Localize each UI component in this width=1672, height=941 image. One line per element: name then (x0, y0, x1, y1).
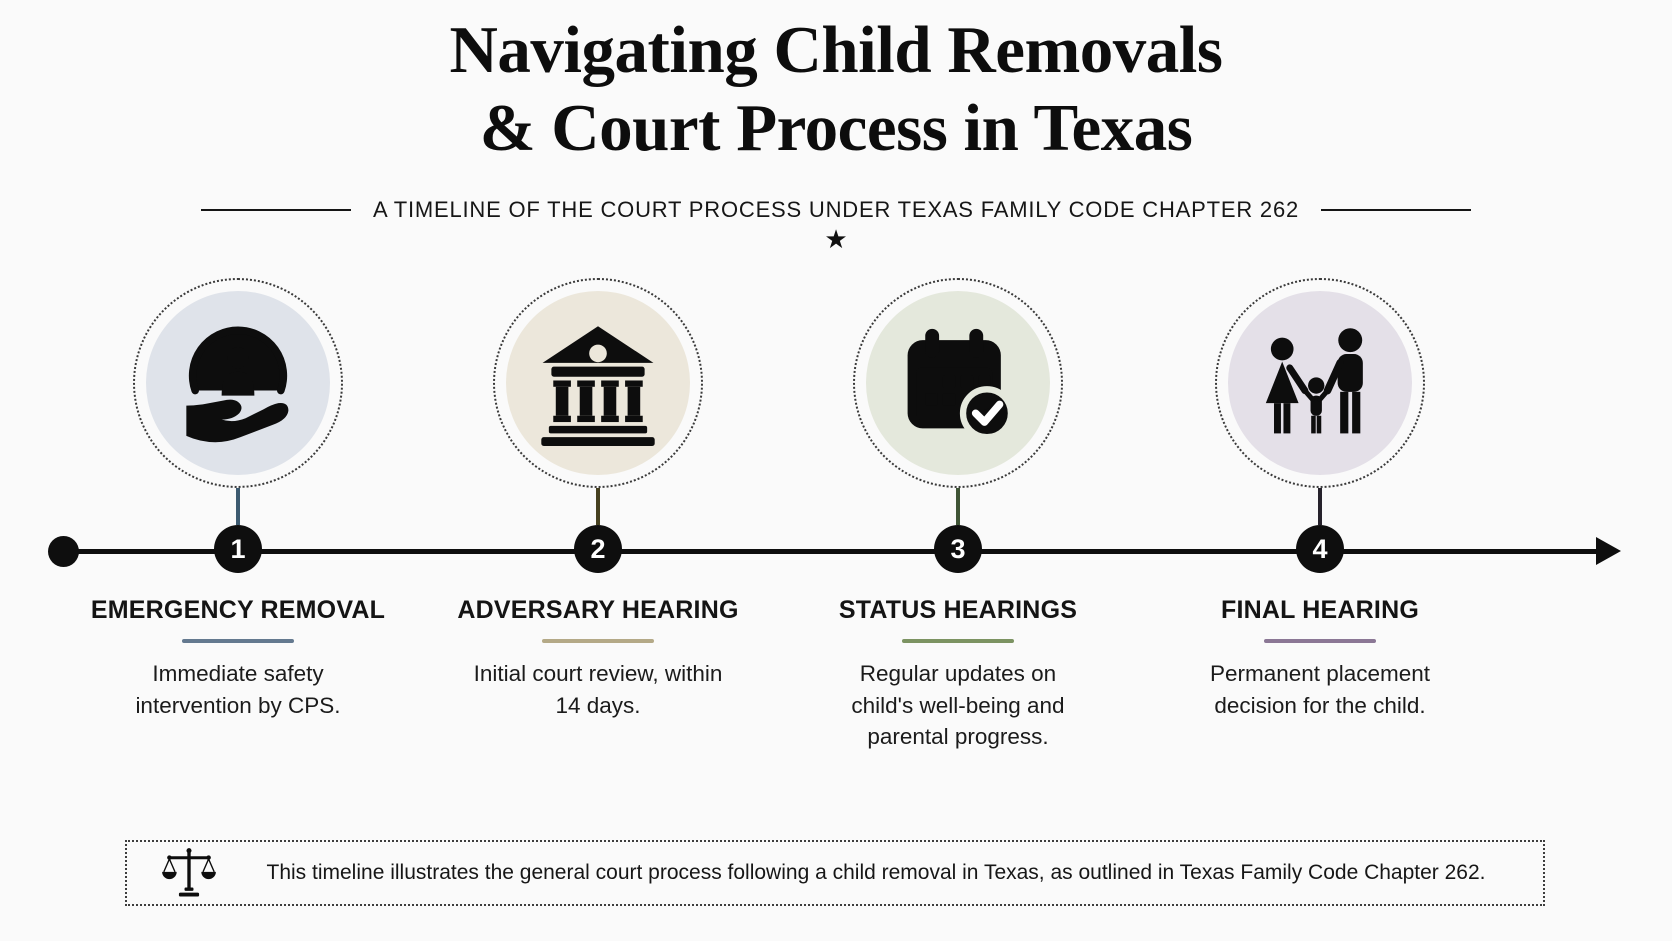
step-icon-disc (506, 291, 690, 475)
step-number-badge: 1 (214, 525, 262, 573)
step-icon-disc (146, 291, 330, 475)
care-hand-icon (175, 320, 301, 446)
step-dotted-ring (493, 278, 703, 488)
step-connector (236, 488, 240, 525)
page-title-line2: & Court Process in Texas (479, 90, 1193, 165)
scales-of-justice-icon (161, 845, 217, 901)
step-description: Permanent placement decision for the child. (1209, 661, 1431, 718)
timeline-arrow-icon (1596, 537, 1621, 565)
subtitle-row (0, 197, 1672, 223)
step-title: ADVERSARY HEARING (457, 596, 739, 624)
footer-note-text: This timeline illustrates the general court process following a child removal in Texas, as outlined in Texas Family Code Chapter 262. (266, 861, 1486, 884)
step-title: EMERGENCY REMOVAL (90, 596, 386, 624)
step-dotted-ring (1215, 278, 1425, 488)
step-number-badge: 2 (574, 525, 622, 573)
step-icon-disc (1228, 291, 1412, 475)
family-icon (1257, 320, 1383, 446)
step-title: STATUS HEARINGS (838, 596, 1078, 624)
step-dotted-ring (853, 278, 1063, 488)
step-accent-bar (542, 639, 654, 643)
subtitle-text: A TIMELINE OF THE COURT PROCESS UNDER TEXAS FAMILY CODE CHAPTER 262 (372, 197, 1300, 222)
step-title: FINAL HEARING (1221, 596, 1419, 624)
timeline-step-status-hearings (778, 278, 1138, 753)
step-accent-bar (182, 639, 294, 643)
step-number-badge: 4 (1296, 525, 1344, 573)
subtitle-right-rule (1321, 209, 1471, 211)
step-connector (956, 488, 960, 525)
timeline-step-adversary-hearing (418, 278, 778, 721)
page-title-line1: Navigating Child Removals (449, 13, 1223, 87)
step-number-badge: 3 (934, 525, 982, 573)
step-icon-disc (866, 291, 1050, 475)
step-connector (596, 488, 600, 525)
step-accent-bar (902, 639, 1014, 643)
calendar-check-icon (895, 320, 1021, 446)
footer-note-box (125, 840, 1545, 906)
timeline-step-final-hearing (1140, 278, 1500, 721)
star-icon: ★ (824, 224, 848, 254)
step-description: Regular updates on child's well-being and parental progress. (851, 661, 1065, 749)
page-title (0, 12, 1672, 167)
step-accent-bar (1264, 639, 1376, 643)
step-description: Initial court review, within 14 days. (473, 661, 723, 718)
subtitle-left-rule (201, 209, 351, 211)
step-dotted-ring (133, 278, 343, 488)
courthouse-icon (535, 320, 661, 446)
step-connector (1318, 488, 1322, 525)
timeline-step-emergency-removal (58, 278, 418, 721)
step-description: Immediate safety intervention by CPS. (135, 661, 341, 718)
